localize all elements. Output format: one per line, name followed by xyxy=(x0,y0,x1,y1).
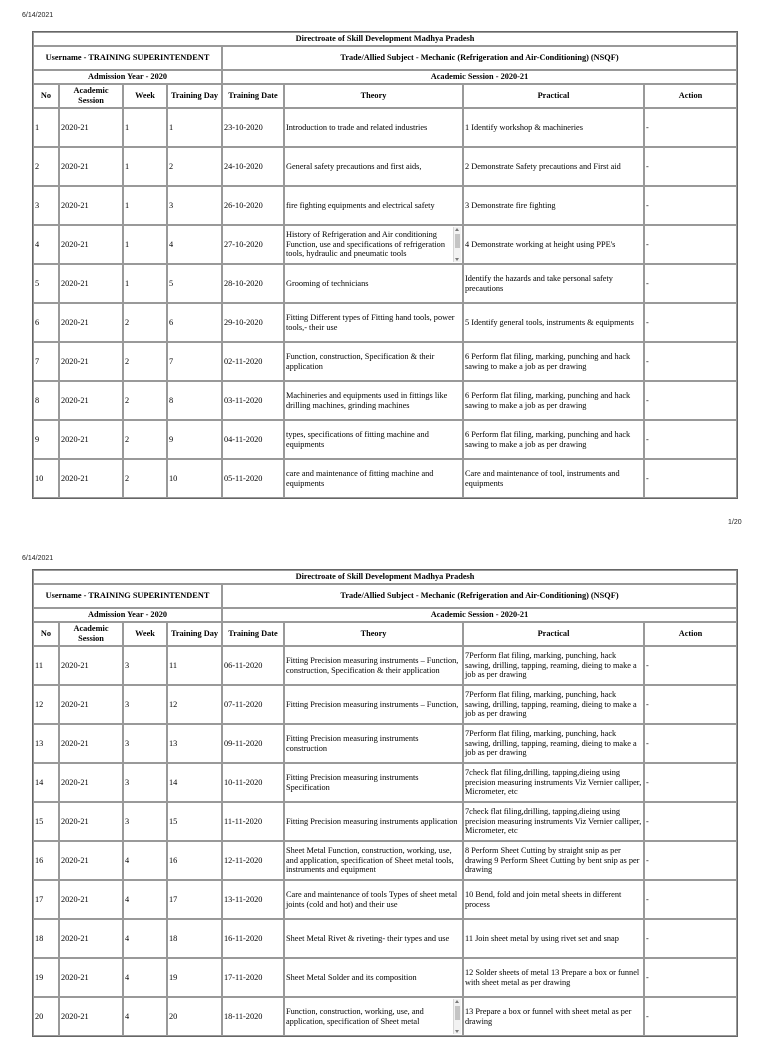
row-no: 9 xyxy=(33,420,59,459)
table-row xyxy=(33,685,737,724)
row-practical: 10 Bend, fold and join metal sheets in different process xyxy=(463,880,644,919)
subject-label: Trade/Allied Subject - Mechanic (Refrigeration and Air-Conditioning) (NSQF) xyxy=(222,584,737,608)
row-no: 5 xyxy=(33,264,59,303)
date-stamp: 6/14/2021 xyxy=(22,12,54,19)
row-no: 1 xyxy=(33,108,59,147)
row-date: 17-11-2020 xyxy=(222,958,284,997)
row-date: 23-10-2020 xyxy=(222,108,284,147)
row-day: 2 xyxy=(167,147,222,186)
row-practical: 2 Demonstrate Safety precautions and First aid xyxy=(463,147,644,186)
row-action: - xyxy=(644,880,737,919)
row-session: 2020-21 xyxy=(59,880,123,919)
row-action: - xyxy=(644,147,737,186)
row-theory: Machineries and equipments used in fittings like drilling machines, grinding machines xyxy=(284,381,463,420)
row-no: 2 xyxy=(33,147,59,186)
table-row xyxy=(33,342,737,381)
col-academic-session-header: Academic Session xyxy=(59,84,123,108)
row-theory: Introduction to trade and related industries xyxy=(284,108,463,147)
admission-year-label: Admission Year - 2020 xyxy=(33,608,222,622)
table-row xyxy=(33,724,737,763)
row-action: - xyxy=(644,342,737,381)
row-no: 12 xyxy=(33,685,59,724)
row-practical: 4 Demonstrate working at height using PPE's xyxy=(463,225,644,264)
column-header-row xyxy=(33,84,737,108)
row-practical: Identify the hazards and take personal safety precautions xyxy=(463,264,644,303)
row-theory: Fitting Precision measuring instruments – Function, construction, Specification & their application xyxy=(284,646,463,685)
row-week: 3 xyxy=(123,724,167,763)
page-number: 1/20 xyxy=(728,519,742,526)
row-day: 7 xyxy=(167,342,222,381)
row-week: 2 xyxy=(123,459,167,498)
row-week: 1 xyxy=(123,147,167,186)
scroll-down-arrow-icon[interactable] xyxy=(455,258,459,261)
row-practical: 1 Identify workshop & machineries xyxy=(463,108,644,147)
row-no: 8 xyxy=(33,381,59,420)
row-theory: Fitting Precision measuring instruments – Function, xyxy=(284,685,463,724)
row-action: - xyxy=(644,919,737,958)
row-theory xyxy=(284,997,463,1036)
row-day: 12 xyxy=(167,685,222,724)
row-theory: care and maintenance of fitting machine and equipments xyxy=(284,459,463,498)
row-session: 2020-21 xyxy=(59,997,123,1036)
row-date: 26-10-2020 xyxy=(222,186,284,225)
row-day: 18 xyxy=(167,919,222,958)
row-day: 13 xyxy=(167,724,222,763)
row-theory: Function, construction, Specification & their application xyxy=(284,342,463,381)
academic-session-label: Academic Session - 2020-21 xyxy=(222,608,737,622)
row-theory: Fitting Different types of Fitting hand tools, power tools,- their use xyxy=(284,303,463,342)
row-no: 7 xyxy=(33,342,59,381)
row-week: 4 xyxy=(123,958,167,997)
col-theory-header: Theory xyxy=(284,84,463,108)
header-year-row xyxy=(33,70,737,84)
table-row xyxy=(33,919,737,958)
table-row xyxy=(33,186,737,225)
row-no: 4 xyxy=(33,225,59,264)
row-day: 11 xyxy=(167,646,222,685)
row-week: 4 xyxy=(123,919,167,958)
row-action: - xyxy=(644,225,737,264)
row-week: 3 xyxy=(123,802,167,841)
row-practical: 11 Join sheet metal by using rivet set and snap xyxy=(463,919,644,958)
row-day: 16 xyxy=(167,841,222,880)
row-date: 10-11-2020 xyxy=(222,763,284,802)
row-theory-text: Function, construction, working, use, and application, specification of Sheet metal xyxy=(286,1006,424,1026)
username-label: Username - TRAINING SUPERINTENDENT xyxy=(33,584,222,608)
row-day: 6 xyxy=(167,303,222,342)
table-row xyxy=(33,802,737,841)
header-user-row xyxy=(33,46,737,70)
row-action: - xyxy=(644,724,737,763)
row-no: 20 xyxy=(33,997,59,1036)
row-week: 1 xyxy=(123,108,167,147)
row-day: 9 xyxy=(167,420,222,459)
table-row xyxy=(33,420,737,459)
row-practical: 5 Identify general tools, instruments & equipments xyxy=(463,303,644,342)
row-date: 11-11-2020 xyxy=(222,802,284,841)
row-session: 2020-21 xyxy=(59,685,123,724)
row-date: 18-11-2020 xyxy=(222,997,284,1036)
row-theory: General safety precautions and first aids, xyxy=(284,147,463,186)
row-theory: Sheet Metal Function, construction, working, use, and application, specification of Sheet metal tools, instruments and equipment xyxy=(284,841,463,880)
row-date: 07-11-2020 xyxy=(222,685,284,724)
admission-year-label: Admission Year - 2020 xyxy=(33,70,222,84)
row-theory: Fitting Precision measuring instruments construction xyxy=(284,724,463,763)
row-action: - xyxy=(644,802,737,841)
table-row xyxy=(33,646,737,685)
row-date: 09-11-2020 xyxy=(222,724,284,763)
table-row xyxy=(33,264,737,303)
row-no: 16 xyxy=(33,841,59,880)
row-week: 4 xyxy=(123,997,167,1036)
row-no: 15 xyxy=(33,802,59,841)
row-action: - xyxy=(644,264,737,303)
row-no: 13 xyxy=(33,724,59,763)
row-practical: 12 Solder sheets of metal 13 Prepare a box or funnel with sheet metal as per drawing xyxy=(463,958,644,997)
row-day: 15 xyxy=(167,802,222,841)
row-day: 5 xyxy=(167,264,222,303)
table-row xyxy=(33,841,737,880)
row-theory: fire fighting equipments and electrical safety xyxy=(284,186,463,225)
row-session: 2020-21 xyxy=(59,381,123,420)
table-row xyxy=(33,763,737,802)
col-action-header: Action xyxy=(644,84,737,108)
row-theory xyxy=(284,225,463,264)
row-session: 2020-21 xyxy=(59,841,123,880)
row-date: 28-10-2020 xyxy=(222,264,284,303)
row-week: 3 xyxy=(123,763,167,802)
row-week: 2 xyxy=(123,420,167,459)
table-row xyxy=(33,459,737,498)
row-practical: 6 Perform flat filing, marking, punching and hack sawing to make a job as per drawing xyxy=(463,381,644,420)
row-date: 02-11-2020 xyxy=(222,342,284,381)
row-practical: Care and maintenance of tool, instruments and equipments xyxy=(463,459,644,498)
row-week: 4 xyxy=(123,841,167,880)
row-action: - xyxy=(644,958,737,997)
row-date: 29-10-2020 xyxy=(222,303,284,342)
scroll-thumb[interactable] xyxy=(455,234,460,248)
col-practical-header: Practical xyxy=(463,84,644,108)
row-date: 24-10-2020 xyxy=(222,147,284,186)
row-date: 27-10-2020 xyxy=(222,225,284,264)
table-row xyxy=(33,147,737,186)
row-week: 1 xyxy=(123,186,167,225)
row-theory: Grooming of technicians xyxy=(284,264,463,303)
row-session: 2020-21 xyxy=(59,724,123,763)
row-no: 17 xyxy=(33,880,59,919)
col-theory-header: Theory xyxy=(284,622,463,646)
col-week-header: Week xyxy=(123,84,167,108)
table-row xyxy=(33,108,737,147)
col-action-header: Action xyxy=(644,622,737,646)
row-practical: 13 Prepare a box or funnel with sheet metal as per drawing xyxy=(463,997,644,1036)
row-session: 2020-21 xyxy=(59,919,123,958)
row-theory: Sheet Metal Rivet & riveting- their types and use xyxy=(284,919,463,958)
row-action: - xyxy=(644,381,737,420)
row-action: - xyxy=(644,841,737,880)
table-row xyxy=(33,958,737,997)
row-session: 2020-21 xyxy=(59,958,123,997)
row-practical: 6 Perform flat filing, marking, punching and hack sawing to make a job as per drawing xyxy=(463,342,644,381)
row-session: 2020-21 xyxy=(59,147,123,186)
row-week: 2 xyxy=(123,303,167,342)
row-session: 2020-21 xyxy=(59,802,123,841)
row-week: 2 xyxy=(123,342,167,381)
row-action: - xyxy=(644,303,737,342)
row-session: 2020-21 xyxy=(59,342,123,381)
row-theory: Fitting Precision measuring instruments application xyxy=(284,802,463,841)
row-practical: 8 Perform Sheet Cutting by straight snip as per drawing 9 Perform Sheet Cutting by bent snip as per drawing xyxy=(463,841,644,880)
report-title: Directroate of Skill Development Madhya Pradesh xyxy=(33,32,737,46)
scroll-thumb[interactable] xyxy=(455,1006,460,1020)
row-no: 14 xyxy=(33,763,59,802)
row-day: 10 xyxy=(167,459,222,498)
row-date: 16-11-2020 xyxy=(222,919,284,958)
col-training-date-header: Training Date xyxy=(222,622,284,646)
row-action: - xyxy=(644,108,737,147)
theory-scrollbar[interactable] xyxy=(453,999,461,1034)
row-practical: 7check flat filing,drilling, tapping,dieing using precision measuring instruments Viz Vernier calliper, Micrometer, etc xyxy=(463,802,644,841)
row-theory: Care and maintenance of tools Types of sheet metal joints (cold and hot) and their use xyxy=(284,880,463,919)
row-session: 2020-21 xyxy=(59,108,123,147)
schedule-sheet xyxy=(32,569,736,1037)
row-date: 05-11-2020 xyxy=(222,459,284,498)
row-session: 2020-21 xyxy=(59,763,123,802)
row-date: 13-11-2020 xyxy=(222,880,284,919)
col-no-header: No xyxy=(33,622,59,646)
row-practical: 7Perform flat filing, marking, punching, hack sawing, drilling, tapping, reaming, dieing to make a job as per drawing xyxy=(463,646,644,685)
col-no-header: No xyxy=(33,84,59,108)
row-action: - xyxy=(644,186,737,225)
subject-label: Trade/Allied Subject - Mechanic (Refrigeration and Air-Conditioning) (NSQF) xyxy=(222,46,737,70)
row-session: 2020-21 xyxy=(59,646,123,685)
row-date: 06-11-2020 xyxy=(222,646,284,685)
row-no: 3 xyxy=(33,186,59,225)
row-session: 2020-21 xyxy=(59,420,123,459)
row-theory: types, specifications of fitting machine and equipments xyxy=(284,420,463,459)
row-week: 1 xyxy=(123,264,167,303)
row-week: 3 xyxy=(123,646,167,685)
row-day: 3 xyxy=(167,186,222,225)
table-row xyxy=(33,381,737,420)
row-no: 10 xyxy=(33,459,59,498)
row-action: - xyxy=(644,685,737,724)
header-title-row xyxy=(33,570,737,584)
row-week: 3 xyxy=(123,685,167,724)
row-day: 20 xyxy=(167,997,222,1036)
col-week-header: Week xyxy=(123,622,167,646)
scroll-down-arrow-icon[interactable] xyxy=(455,1030,459,1033)
column-header-row xyxy=(33,622,737,646)
row-day: 14 xyxy=(167,763,222,802)
row-practical: 7check flat filing,drilling, tapping,dieing using precision measuring instruments Viz Vernier calliper, Micrometer, etc xyxy=(463,763,644,802)
row-practical: 7Perform flat filing, marking, punching, hack sawing, drilling, tapping, reaming, dieing to make a job as per drawing xyxy=(463,724,644,763)
table-row xyxy=(33,303,737,342)
row-date: 04-11-2020 xyxy=(222,420,284,459)
row-day: 8 xyxy=(167,381,222,420)
row-session: 2020-21 xyxy=(59,225,123,264)
row-no: 19 xyxy=(33,958,59,997)
row-day: 19 xyxy=(167,958,222,997)
username-label: Username - TRAINING SUPERINTENDENT xyxy=(33,46,222,70)
col-practical-header: Practical xyxy=(463,622,644,646)
row-day: 1 xyxy=(167,108,222,147)
row-week: 4 xyxy=(123,880,167,919)
row-no: 11 xyxy=(33,646,59,685)
row-no: 18 xyxy=(33,919,59,958)
row-day: 4 xyxy=(167,225,222,264)
schedule-sheet xyxy=(32,31,736,499)
row-week: 2 xyxy=(123,381,167,420)
header-title-row xyxy=(33,32,737,46)
row-week: 1 xyxy=(123,225,167,264)
row-date: 03-11-2020 xyxy=(222,381,284,420)
table-row xyxy=(33,997,737,1036)
row-action: - xyxy=(644,763,737,802)
col-training-day-header: Training Day xyxy=(167,84,222,108)
row-action: - xyxy=(644,420,737,459)
row-action: - xyxy=(644,997,737,1036)
table-row xyxy=(33,225,737,264)
date-stamp: 6/14/2021 xyxy=(22,555,54,562)
academic-session-label: Academic Session - 2020-21 xyxy=(222,70,737,84)
row-practical: 3 Demonstrate fire fighting xyxy=(463,186,644,225)
row-action: - xyxy=(644,459,737,498)
scroll-up-arrow-icon[interactable] xyxy=(455,1000,459,1003)
header-user-row xyxy=(33,584,737,608)
row-theory-text: History of Refrigeration and Air conditioning Function, use and specifications of refrigeration tools, hydraulic and pneumatic tools xyxy=(286,229,445,259)
row-date: 12-11-2020 xyxy=(222,841,284,880)
row-theory: Sheet Metal Solder and its composition xyxy=(284,958,463,997)
row-no: 6 xyxy=(33,303,59,342)
report-title: Directroate of Skill Development Madhya Pradesh xyxy=(33,570,737,584)
row-day: 17 xyxy=(167,880,222,919)
row-theory: Fitting Precision measuring instruments Specification xyxy=(284,763,463,802)
row-session: 2020-21 xyxy=(59,459,123,498)
theory-scrollbar[interactable] xyxy=(453,227,461,262)
col-academic-session-header: Academic Session xyxy=(59,622,123,646)
row-session: 2020-21 xyxy=(59,186,123,225)
row-practical: 6 Perform flat filing, marking, punching and hack sawing to make a job as per drawing xyxy=(463,420,644,459)
schedule-table xyxy=(32,31,738,499)
row-session: 2020-21 xyxy=(59,264,123,303)
col-training-date-header: Training Date xyxy=(222,84,284,108)
col-training-day-header: Training Day xyxy=(167,622,222,646)
header-year-row xyxy=(33,608,737,622)
row-session: 2020-21 xyxy=(59,303,123,342)
table-row xyxy=(33,880,737,919)
row-practical: 7Perform flat filing, marking, punching, hack sawing, drilling, tapping, reaming, dieing to make a job as per drawing xyxy=(463,685,644,724)
row-action: - xyxy=(644,646,737,685)
scroll-up-arrow-icon[interactable] xyxy=(455,228,459,231)
schedule-table xyxy=(32,569,738,1037)
